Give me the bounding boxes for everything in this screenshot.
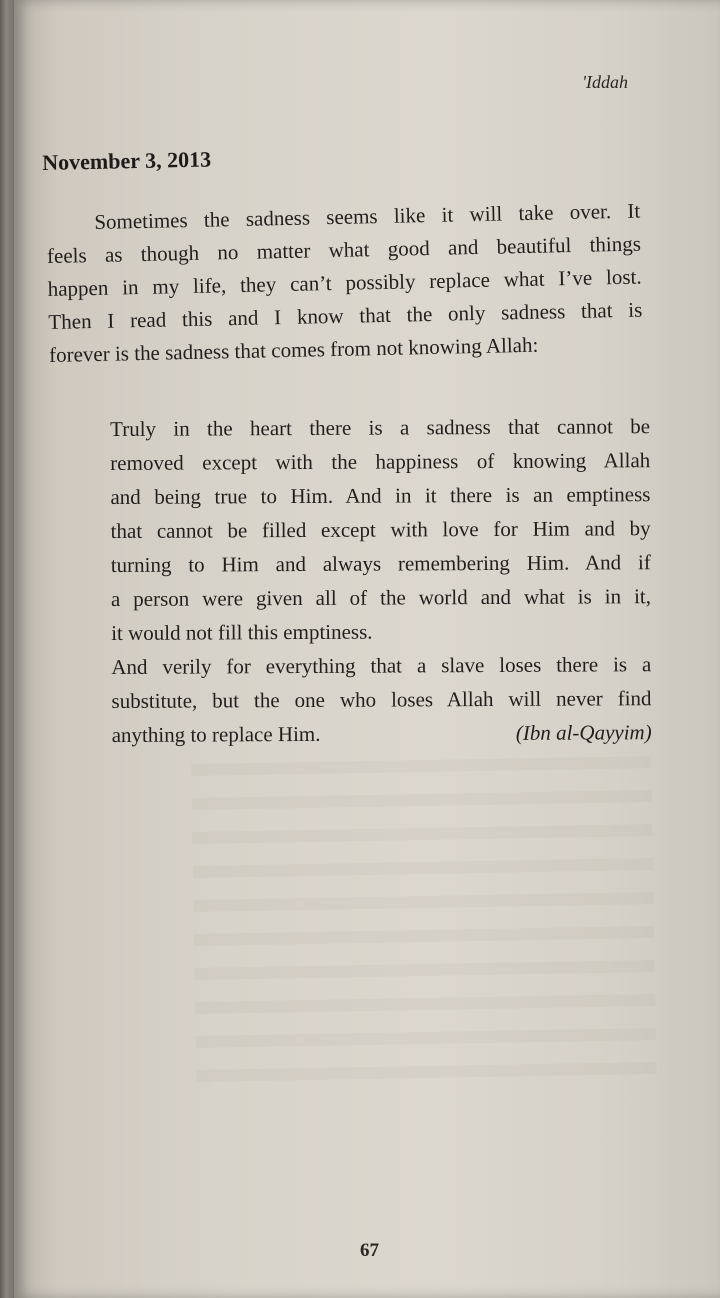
body-line: forever is the sadness that comes from not knowing Allah: [48,332,539,367]
running-head: 'Iddah [582,72,628,92]
show-through-text [191,756,657,1104]
quote-line: it would not fill this emptiness. [111,619,373,645]
quote-line: And verily for everything that a slave loses there is a [111,652,652,679]
body-line: happen in my life, they can’t possibly replace what I’ve lost. [47,264,642,301]
quote-line: and being true to Him. And in it there is an emptiness [110,482,651,509]
quote-line: removed except with the happiness of knowing Allah [110,448,651,475]
quote-line: a person were given all of the world and what is in it, [110,584,652,611]
page-number: 67 [360,1240,379,1261]
body-line: feels as though no matter what good and beautiful things [46,231,642,268]
body-paragraph [46,195,643,372]
body-line: Sometimes the sadness seems like it will take over. It [94,198,641,234]
quote-line: anything to replace Him. [111,721,321,747]
quote-attribution: (Ibn al-Qayyim) [515,720,652,745]
quote-closing-line [112,715,652,752]
body-line: Then I read this and I know that the only sadness that is [48,297,643,334]
book-page [14,0,720,1298]
quote-line: Truly in the heart there is a sadness that cannot be [110,414,651,441]
quote-line: substitute, but the one who loses Allah will never find [111,686,652,713]
quote-line: turning to Him and always remembering Him. And if [110,550,651,577]
entry-date: November 3, 2013 [42,146,212,175]
block-quote [110,409,652,752]
quote-line: that cannot be filled except with love for Him and by [110,516,651,543]
